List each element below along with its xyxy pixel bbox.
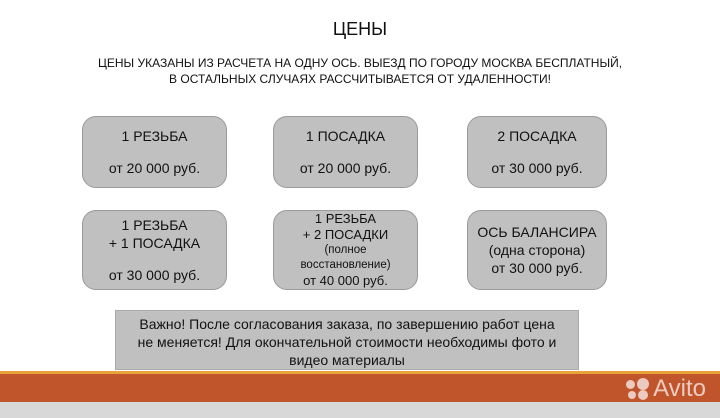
price-card-full-restoration — [273, 210, 418, 290]
price-card-thread — [82, 116, 227, 188]
service-price: от 30 000 руб. — [108, 267, 201, 283]
footer-bottom — [0, 402, 720, 418]
service-note: (полное — [324, 244, 367, 256]
service-name: (одна сторона) — [488, 242, 586, 258]
price-card-seat — [273, 116, 418, 188]
price-card-thread-seat — [82, 210, 227, 290]
service-name: 1 ПОСАДКА — [305, 128, 386, 144]
service-name: + 1 ПОСАДКА — [108, 235, 201, 251]
service-price: от 30 000 руб. — [491, 260, 583, 276]
service-name: 1 РЕЗЬБА — [314, 211, 377, 226]
notice-line: Важно! После согласования заказа, по завершению работ цена — [139, 316, 555, 332]
avito-logo-icon — [626, 378, 650, 400]
service-name: 1 РЕЗЬБА — [121, 217, 188, 233]
subtitle-line: ЦЕНЫ УКАЗАНЫ ИЗ РАСЧЕТА НА ОДНУ ОСЬ. ВЫЕЗД ПО ГОРОДУ МОСКВА БЕСПЛАТНЫЙ, — [97, 56, 623, 70]
footer-band — [0, 371, 720, 402]
service-name: + 2 ПОСАДКИ — [302, 227, 389, 242]
price-card-two-seats — [467, 116, 607, 188]
service-price: от 40 000 руб. — [303, 273, 388, 288]
avito-text: Avito — [653, 375, 706, 402]
avito-watermark — [626, 375, 706, 403]
service-name: 1 РЕЗЬБА — [121, 128, 188, 144]
service-name: 2 ПОСАДКА — [497, 128, 577, 144]
service-name: ОСЬ БАЛАНСИРА — [477, 224, 597, 240]
service-note: восстановление) — [300, 259, 391, 271]
notice-line: видео материалы — [289, 352, 405, 368]
subtitle — [0, 55, 720, 87]
notice-line: не меняется! Для окончательной стоимости необходимы фото и — [137, 334, 557, 350]
subtitle-line: В ОСТАЛЬНЫХ СЛУЧАЯХ РАССЧИТЫВАЕТСЯ ОТ УДАЛЕННОСТИ! — [169, 72, 551, 86]
service-price: от 30 000 руб. — [491, 160, 583, 176]
service-price: от 20 000 руб. — [299, 160, 392, 176]
service-price: от 20 000 руб. — [108, 160, 201, 176]
price-card-balance-axle — [467, 210, 607, 290]
page-title: ЦЕНЫ — [332, 19, 388, 39]
important-notice — [115, 310, 579, 370]
